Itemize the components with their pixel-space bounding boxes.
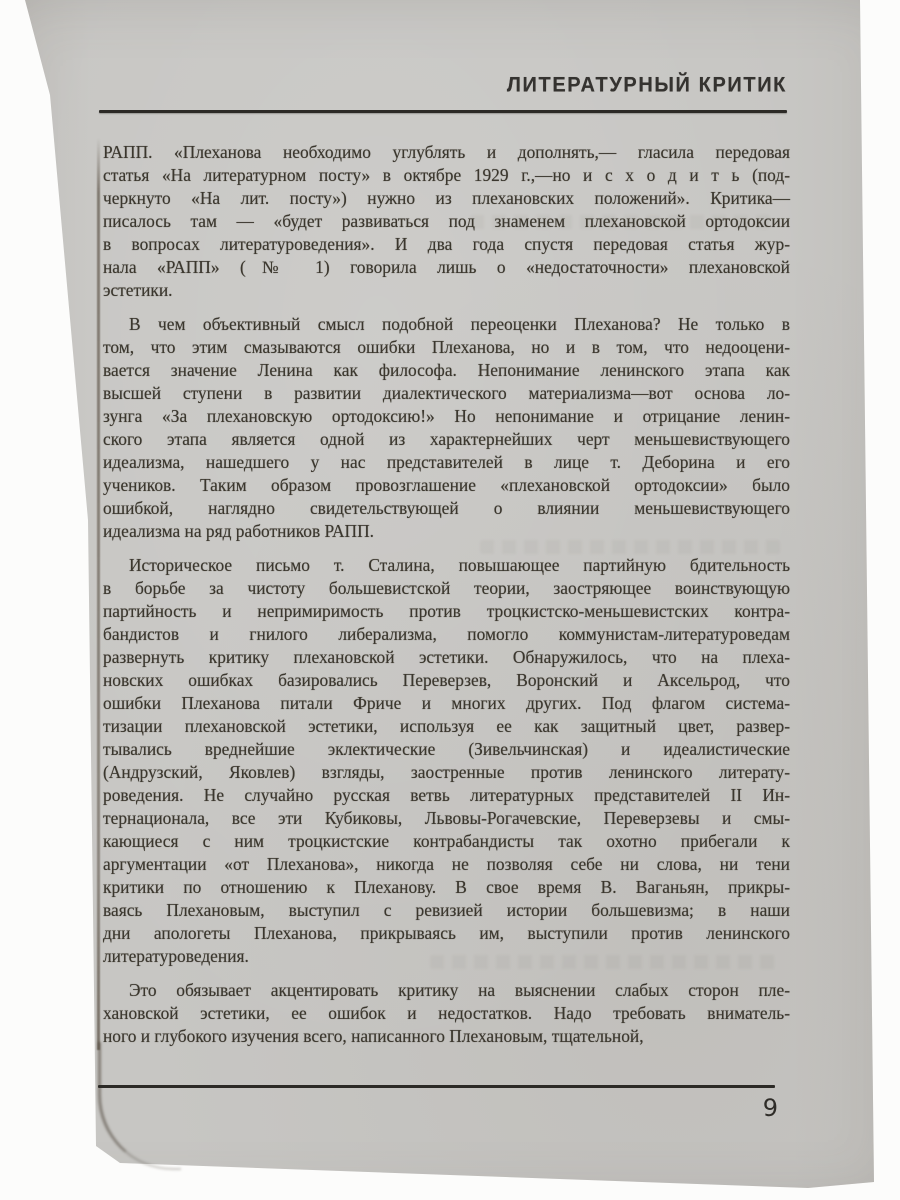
- header-rule: [99, 110, 787, 113]
- page-edge-shadow: [97, 138, 100, 1050]
- text-line: вается значение Ленина как философа. Непонимание ленинского этапа как: [103, 360, 790, 380]
- journal-title: ЛИТЕРАТУРНЫЙ КРИТИК: [506, 73, 787, 97]
- text-line: ошибки Плеханова питали Фриче и многих других. Под флагом система-: [103, 693, 790, 713]
- text-line: эстетики.: [103, 280, 173, 300]
- text-line: новских ошибках базировались Переверзев, Воронский и Аксельрод, что: [103, 670, 790, 690]
- text-line: тывались вреднейшие эклектические (Зивельчинская) и идеалистические: [103, 739, 790, 759]
- text-line: в вопросах литературоведения». И два года спустя передовая статья жур-: [103, 234, 790, 254]
- running-head: [100, 73, 787, 98]
- text-line: ошибкой, наглядно свидетельствующей о влиянии меньшевиствующего: [103, 498, 790, 518]
- text-line: (Андрузский, Яковлев) взгляды, заостренные против ленинского литерату-: [103, 762, 790, 782]
- text-line: дни апологеты Плеханова, прикрываясь им, выступили против ленинского: [103, 923, 790, 943]
- body-text: [103, 141, 790, 1048]
- text-line: ского этапа является одной из характернейших черт меньшевиствующего: [103, 429, 790, 449]
- text-line: высшей ступени в развитии диалектического материализма—вот основа ло-: [103, 383, 790, 403]
- page-number: 9: [762, 1094, 778, 1122]
- text-line: учеников. Таким образом провозглашение «плехановской ортодоксии» было: [103, 475, 790, 495]
- text-line: писалось там — «будет развиваться под знаменем плехановской ортодоксии: [103, 211, 790, 231]
- text-line: черкнуто «На лит. посту») нужно из плехановских положений». Критика—: [103, 188, 790, 208]
- text-line: ваясь Плехановым, выступил с ревизией истории большевизма; в наши: [103, 900, 790, 920]
- text-line: идеализма на ряд работников РАПП.: [103, 521, 375, 541]
- text-line: критики по отношению к Плеханову. В свое время В. Ваганьян, прикры-: [103, 877, 790, 897]
- paragraph-4: [103, 979, 790, 1048]
- text-line: том, что этим смазываются ошибки Плеханова, но и в том, что недооцени-: [103, 337, 790, 357]
- text-line: литературоведения.: [103, 946, 249, 966]
- text-line: РАПП. «Плеханова необходимо углублять и дополнять,— гласила передовая: [103, 142, 790, 162]
- text-line: бандистов и гнилого либерализма, помогло коммунистам-литературоведам: [103, 624, 790, 644]
- text-line: кающиеся с ним троцкистские контрабандисты так охотно прибегали к: [103, 831, 790, 851]
- text-line: В чем объективный смысл подобной переоценки Плеханова? Не только в: [129, 314, 790, 334]
- text-line: ного и глубокого изучения всего, написанного Плехановым, тщательной,: [103, 1026, 644, 1046]
- text-line: идеализма, нашедшего у нас представителей в лице т. Деборина и его: [103, 452, 790, 472]
- text-line: Это обязывает акцентировать критику на выяснении слабых сторон пле-: [129, 980, 790, 1000]
- text-line: нала «РАПП» (№ 1) говорила лишь о «недостаточности» плехановской: [103, 257, 790, 277]
- text-line: тернационала, все эти Кубиковы, Львовы-Рогачевские, Переверзевы и смы-: [103, 808, 790, 828]
- text-line: развернуть критику плехановской эстетики. Обнаружилось, что на плеха-: [103, 647, 790, 667]
- footer-rule: [98, 1085, 775, 1088]
- text-line: статья «На литературном посту» в октябре 1929 г.,—но и с х о д и т ь (под-: [103, 165, 790, 185]
- text-line: аргументации «от Плеханова», никогда не позволяя себе ни слова, ни тени: [103, 854, 790, 874]
- text-line: зунга «За плехановскую ортодоксию!» Но непонимание и отрицание ленин-: [103, 406, 790, 426]
- text-line: партийность и непримиримость против троцкистско-меньшевистских контра-: [103, 601, 790, 621]
- paragraph-1: [103, 141, 790, 302]
- paragraph-2: [103, 313, 790, 543]
- text-line: Историческое письмо т. Сталина, повышающее партийную бдительность: [129, 555, 790, 575]
- text-line: в борьбе за чистоту большевистской теории, заостряющее воинствующую: [103, 578, 790, 598]
- text-line: хановской эстетики, ее ошибок и недостатков. Надо требовать вниматель-: [103, 1003, 790, 1023]
- text-line: роведения. Не случайно русская ветвь литературных представителей II Ин-: [103, 785, 790, 805]
- paragraph-3: [103, 554, 790, 968]
- text-line: тизации плехановской эстетики, используя ее как защитный цвет, развер-: [103, 716, 790, 736]
